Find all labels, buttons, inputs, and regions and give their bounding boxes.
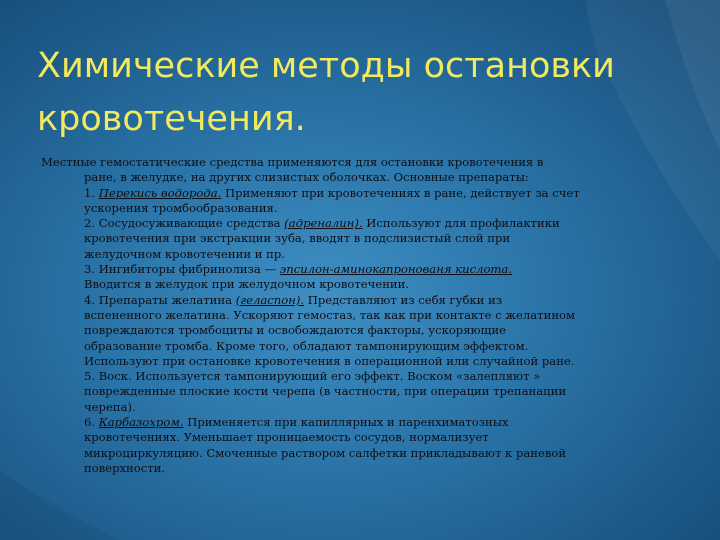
- line-text: поврежденные плоские кости черепа (в частности, при операции трепанации: [84, 384, 567, 399]
- drug-name: (адреналин).: [284, 216, 363, 231]
- line-text: Представляют из себя губки из: [304, 292, 503, 307]
- line-text: Используют для профилактики: [362, 216, 560, 231]
- line-text: 6.: [84, 415, 99, 430]
- drug-name: эпсилон-аминокапронованя кислота.: [279, 262, 513, 277]
- body-line: [41, 170, 671, 185]
- line-text: Применяется при капиллярных и паренхиматозных: [183, 415, 509, 430]
- line-text: микроциркуляцию. Смоченные раствором салфетки прикладывают к раневой: [84, 445, 567, 460]
- line-text: 2. Сосудосуживающие средства: [84, 216, 285, 231]
- body-line: [41, 415, 671, 430]
- line-text: 4. Препараты желатина: [84, 292, 236, 307]
- body-line: [41, 430, 671, 445]
- line-text: 1.: [84, 185, 99, 200]
- line-text: ране, в желудке, на других слизистых оболочках. Основные препараты:: [84, 170, 529, 185]
- body-line: [41, 247, 671, 262]
- body-line: [41, 308, 671, 323]
- line-text: кровотечения при экстракции зуба, вводят в подслизистый слой при: [84, 231, 511, 246]
- drug-name: (гелаcпон).: [235, 292, 305, 307]
- body-lines: [41, 170, 671, 476]
- body-line: [41, 216, 671, 231]
- body-line: [41, 461, 671, 476]
- body-line: [41, 262, 671, 277]
- body-line: [41, 323, 671, 338]
- body-line: [41, 201, 671, 216]
- body-line: [41, 186, 671, 201]
- line-text: вспененного желатина. Ускоряют гемостаз, так как при контакте с желатином: [84, 307, 576, 322]
- body-line: [41, 277, 671, 292]
- body-intro: Местные гемостатические средства применяются для остановки кровотечения в: [41, 155, 544, 169]
- line-text: черепа).: [84, 399, 136, 414]
- line-text: 5. Воск. Используется тампонирующий его эффект. Воском «залепляют »: [84, 369, 541, 384]
- line-text: 3. Ингибиторы фибринолиза —: [84, 262, 280, 277]
- slide-title: Химические методы остановки кровотечения.: [37, 46, 615, 139]
- line-text: кровотечениях. Уменьшает проницаемость сосудов, нормализует: [84, 430, 489, 445]
- body-line: [41, 231, 671, 246]
- body-line: [41, 400, 671, 415]
- slide-body: [41, 155, 671, 476]
- line-text: желудочном кровотечении и пр.: [84, 246, 285, 261]
- drug-name: Перекись водорода.: [98, 185, 222, 200]
- body-line: [41, 369, 671, 384]
- body-line: [41, 339, 671, 354]
- line-text: Применяют при кровотечениях в ране, действует за счет: [221, 185, 580, 200]
- body-line: [41, 293, 671, 308]
- line-text: Вводится в желудок при желудочном кровотечении.: [84, 277, 410, 292]
- body-line: [41, 446, 671, 461]
- line-text: повреждаются тромбоциты и освобождаются факторы, ускоряющие: [84, 323, 506, 338]
- line-text: ускорения тромбообразования.: [84, 200, 278, 215]
- body-line: [41, 354, 671, 369]
- body-line: [41, 384, 671, 399]
- line-text: Используют при остановке кровотечения в операционной или случайной ране.: [84, 353, 575, 368]
- line-text: образование тромба. Кроме того, обладают тампонирующим эффектом.: [84, 338, 529, 353]
- line-text: поверхности.: [84, 460, 166, 475]
- drug-name: Карбазохром.: [98, 415, 184, 430]
